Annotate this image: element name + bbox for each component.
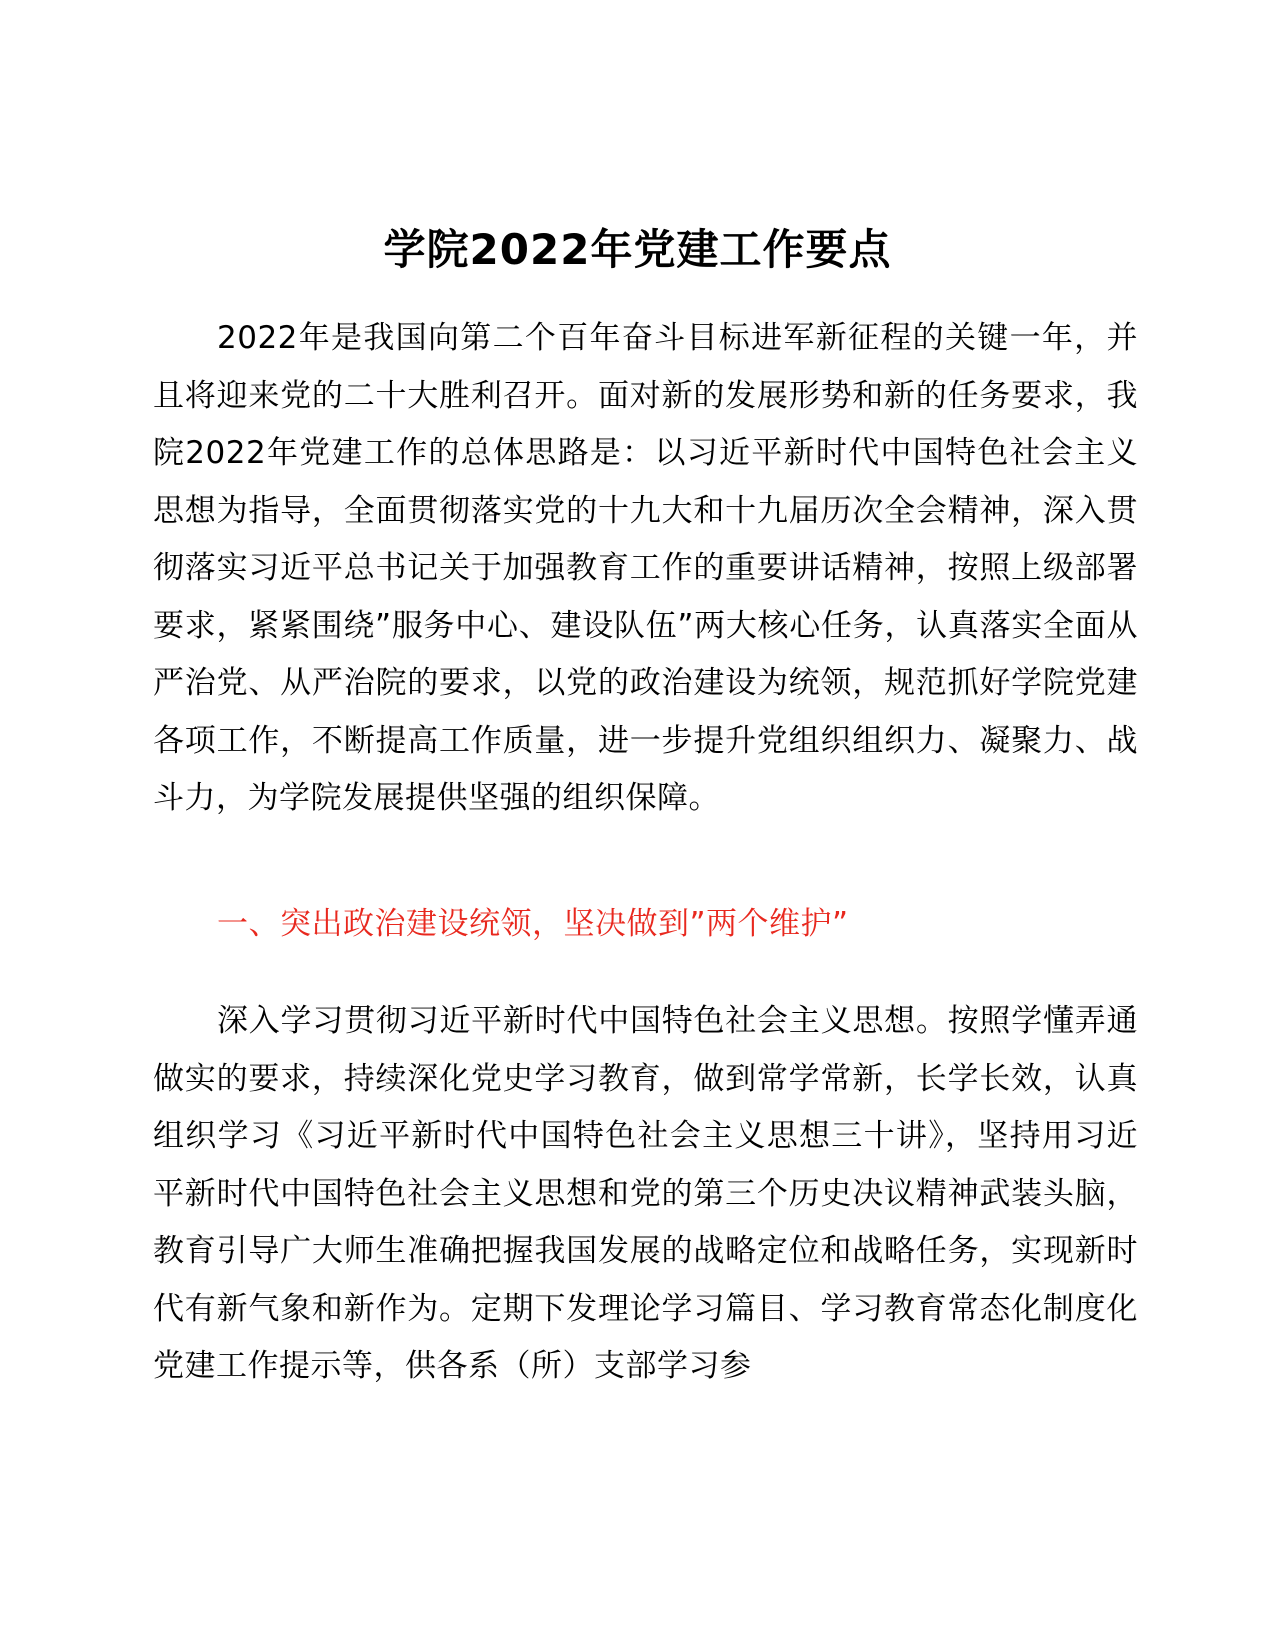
section-paragraph: 深入学习贯彻习近平新时代中国特色社会主义思想。按照学懂弄通做实的要求，持续深化党史学习教育，做到常学常新，长学长效，认真组织学习《习近平新时代中国特色社会主义思想三十讲》，坚持用习近平新时代中国特色社会主义思想和党的第三个历史决议精神武装头脑，教育引导广大师生准确把握我国发展的战略定位和战略任务，实现新时代有新气象和新作为。定期下发理论学习篇目、学习教育常态化制度化党建工作提示等，供各系（所）支部学习参 (153, 1003, 1138, 1384)
section-heading: 一、突出政治建设统领，坚决做到”两个维护” (217, 906, 849, 942)
intro-paragraph: 2022年是我国向第二个百年奋斗目标进军新征程的关键一年，并且将迎来党的二十大胜利召开。面对新的发展形势和新的任务要求，我院2022年党建工作的总体思路是：以习近平新时代中国特色社会主义思想为指导，全面贯彻落实党的十九大和十九届历次全会精神，深入贯彻落实习近平总书记关于加强教育工作的重要讲话精神，按照上级部署要求，紧紧围绕”服务中心、建设队伍”两大核心任务，认真落实全面从严治党、从严治院的要求，以党的政治建设为统领，规范抓好学院党建各项工作，不断提高工作质量，进一步提升党组织组织力、凝聚力、战斗力，为学院发展提供坚强的组织保障。 (153, 320, 1138, 816)
document-title: 学院2022年党建工作要点 (383, 225, 892, 274)
